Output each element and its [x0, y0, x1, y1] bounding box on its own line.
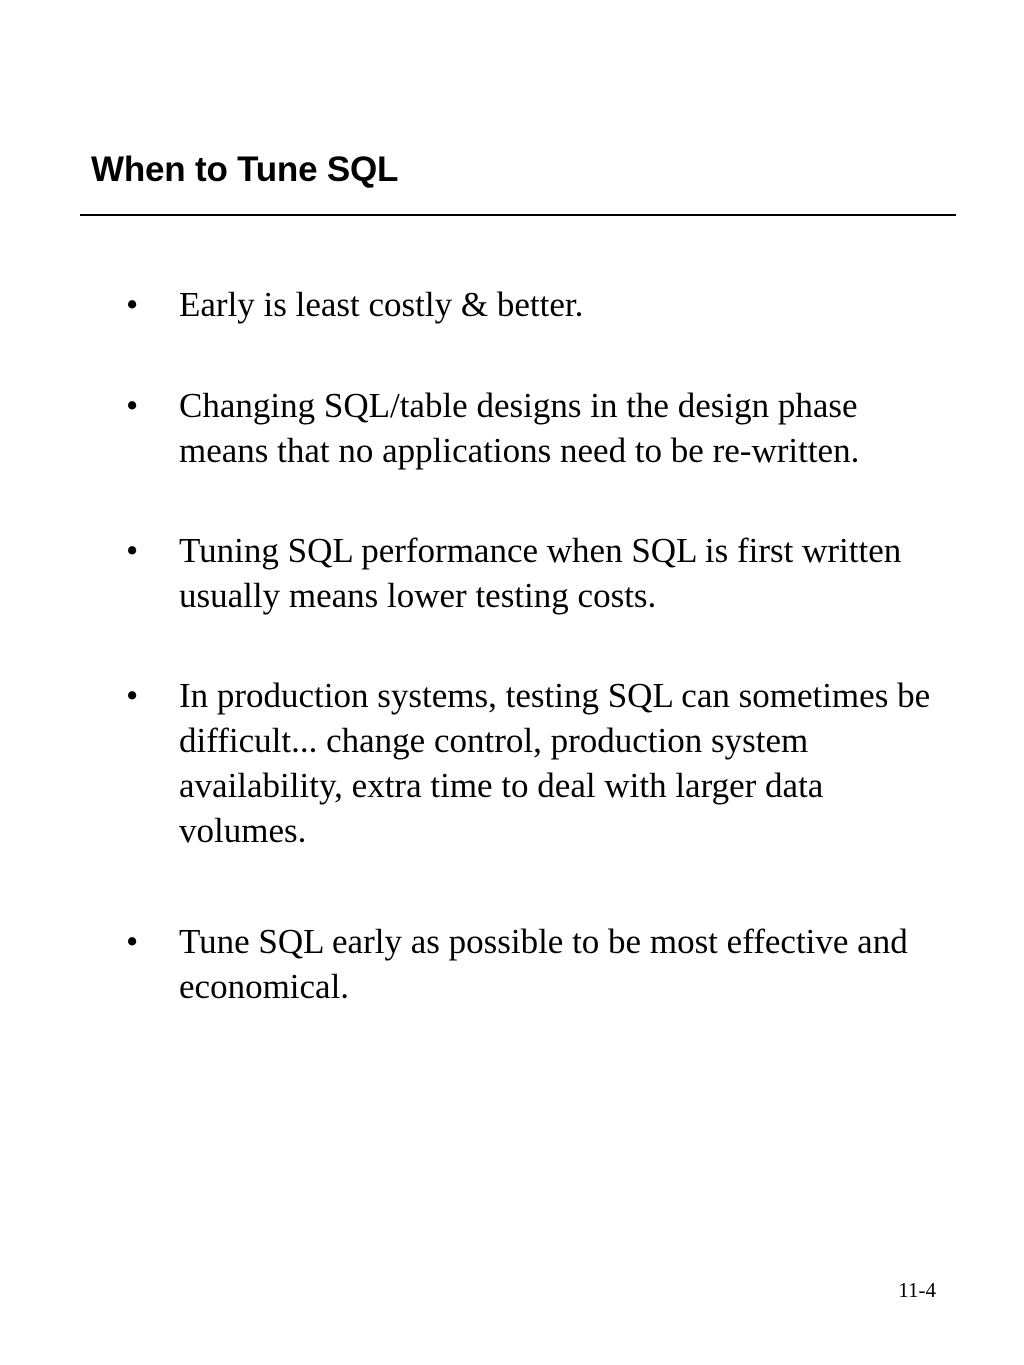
- slide-title: When to Tune SQL: [91, 150, 399, 189]
- bullet-text: In production systems, testing SQL can sometimes be difficult... change control, production system availability, extra time to deal with larger data volumes.: [179, 676, 931, 850]
- bullet-text: Changing SQL/table designs in the design phase means that no applications need to be re-written.: [179, 386, 860, 470]
- title-divider: [80, 214, 956, 216]
- bullet-marker: •: [126, 676, 139, 715]
- page-number: 11-4: [898, 1278, 936, 1302]
- bullet-marker: •: [126, 285, 139, 324]
- bullet-text: Tuning SQL performance when SQL is first written usually means lower testing costs.: [179, 531, 902, 615]
- bullet-text: Tune SQL early as possible to be most effective and economical.: [179, 922, 908, 1006]
- bullet-text: Early is least costly & better.: [179, 285, 584, 324]
- bullet-marker: •: [126, 922, 139, 961]
- bullet-marker: •: [126, 386, 139, 425]
- bullet-marker: •: [126, 531, 139, 570]
